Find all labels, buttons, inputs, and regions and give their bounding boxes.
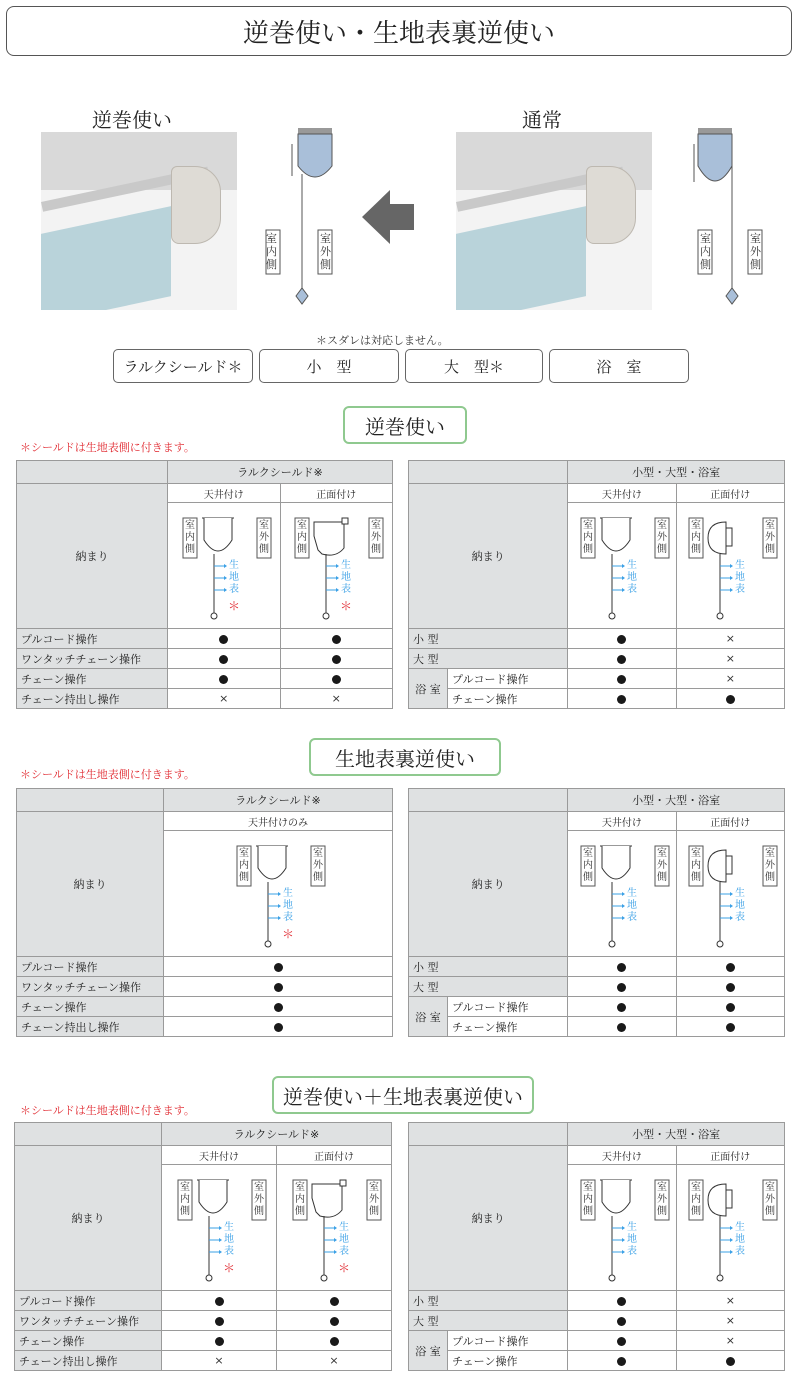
svg-text:外: 外 <box>254 1193 264 1205</box>
table-row: チェーン操作 <box>17 997 164 1017</box>
table-row: チェーン操作 <box>15 1331 162 1351</box>
svg-text:＊: ＊ <box>281 926 295 941</box>
svg-text:室: 室 <box>369 1181 379 1193</box>
indoor-label-right: 室内側 <box>700 232 711 271</box>
front-mount-diagram <box>676 1165 784 1291</box>
svg-text:表: 表 <box>735 1245 746 1257</box>
svg-text:側: 側 <box>656 543 667 555</box>
svg-text:室: 室 <box>184 519 195 531</box>
svg-text:側: 側 <box>582 871 593 883</box>
table-row: 大 型 <box>409 1311 568 1331</box>
table-header: ラルクシールド※ <box>168 461 393 484</box>
svg-text:内: 内 <box>691 531 702 543</box>
section2-right-table <box>408 788 785 1037</box>
sub-header: 正面付け <box>280 484 393 503</box>
normal-photo <box>456 132 652 310</box>
front-mount-diagram <box>277 1165 392 1291</box>
svg-text:＊: ＊ <box>222 1260 236 1275</box>
svg-text:地: 地 <box>626 899 637 911</box>
svg-text:生: 生 <box>228 559 239 571</box>
table-row: プルコード操作 <box>448 1331 568 1351</box>
svg-text:側: 側 <box>656 1205 667 1217</box>
svg-text:外: 外 <box>656 859 667 871</box>
outdoor-label-left: 室外側 <box>320 232 331 271</box>
svg-text:表: 表 <box>626 583 637 595</box>
svg-text:内: 内 <box>582 1193 593 1205</box>
bath-group-label: 浴 室 <box>409 669 448 709</box>
svg-text:室: 室 <box>295 1181 305 1193</box>
svg-text:室: 室 <box>313 847 323 859</box>
sub-header: 正面付け <box>676 812 784 831</box>
section3-right-table: 小型・大型・浴室 納まり 天井付け 正面付け 室 内 側 室 外 側 生 地 表 室 内 側 室 外 側 生 地 表 小 型 × 大 型 × 浴 室 プルコード操作 × チェーン操作 <box>408 1122 785 1371</box>
svg-text:側: 側 <box>371 543 382 555</box>
table-header: 小型・大型・浴室 <box>568 789 785 812</box>
shield-note: ＊シールドは生地表側に付きます。 <box>20 768 195 781</box>
svg-text:内: 内 <box>295 1193 305 1205</box>
sub-header: 天井付け <box>162 1146 277 1165</box>
svg-text:地: 地 <box>224 1233 234 1245</box>
section1-left-table: ラルクシールド※ 納まり 天井付け 正面付け 室 内 側 室 外 側 生 地 表 ＊ 室 内 側 室 外 側 生 地 表 ＊ プルコード操作 ワンタッチチェーン操作 チェーン操作 チェーン持出し操作 × × <box>16 460 393 709</box>
front-mount-diagram <box>676 503 784 629</box>
svg-text:外: 外 <box>313 859 323 871</box>
svg-text:室: 室 <box>765 1181 776 1193</box>
svg-text:側: 側 <box>239 871 249 883</box>
svg-text:室: 室 <box>254 1181 264 1193</box>
fit-label: 納まり <box>17 812 164 957</box>
svg-text:内: 内 <box>691 859 702 871</box>
svg-text:室: 室 <box>765 519 776 531</box>
chip-large: 大 型＊ <box>405 349 543 383</box>
fit-label: 納まり <box>409 812 568 957</box>
sub-header: 正面付け <box>676 484 784 503</box>
svg-text:内: 内 <box>691 1193 702 1205</box>
svg-text:生: 生 <box>224 1221 234 1233</box>
svg-text:室: 室 <box>691 847 702 859</box>
table-row: プルコード操作 <box>17 629 168 649</box>
table-row: 小 型 <box>409 629 568 649</box>
svg-text:生: 生 <box>735 559 746 571</box>
svg-text:外: 外 <box>656 1193 667 1205</box>
svg-text:生: 生 <box>735 1221 746 1233</box>
svg-text:地: 地 <box>626 1233 637 1245</box>
table-row: プルコード操作 <box>17 957 164 977</box>
svg-text:室: 室 <box>582 519 593 531</box>
fit-label: 納まり <box>409 484 568 629</box>
svg-text:室: 室 <box>258 519 269 531</box>
sub-header: 天井付け <box>568 812 676 831</box>
sudare-note: ＊スダレは対応しません。 <box>316 334 449 347</box>
svg-text:室: 室 <box>371 519 382 531</box>
ceiling-mount-diagram <box>568 831 676 957</box>
table-row: チェーン持出し操作 <box>17 689 168 709</box>
table-row: チェーン持出し操作 <box>15 1351 162 1371</box>
table-row: プルコード操作 <box>448 669 568 689</box>
svg-text:表: 表 <box>735 583 746 595</box>
svg-text:生: 生 <box>626 887 637 899</box>
svg-text:＊: ＊ <box>337 1260 351 1275</box>
svg-text:地: 地 <box>735 1233 746 1245</box>
svg-text:側: 側 <box>180 1205 190 1217</box>
bath-group-label: 浴 室 <box>409 997 448 1037</box>
table-row: チェーン操作 <box>17 669 168 689</box>
section-fabric-reverse-title: 生地表裏逆使い <box>309 738 501 776</box>
svg-text:室: 室 <box>691 1181 702 1193</box>
chip-bath: 浴 室 <box>549 349 689 383</box>
svg-text:側: 側 <box>691 1205 702 1217</box>
svg-text:生: 生 <box>626 1221 637 1233</box>
svg-text:表: 表 <box>224 1245 234 1257</box>
svg-text:室: 室 <box>656 847 667 859</box>
svg-text:内: 内 <box>297 531 308 543</box>
section2-left-table <box>16 788 393 1037</box>
sub-header: 正面付け <box>277 1146 392 1165</box>
sub-header: 天井付け <box>568 1146 676 1165</box>
shield-note: ＊シールドは生地表側に付きます。 <box>20 441 195 454</box>
svg-text:内: 内 <box>582 531 593 543</box>
svg-text:側: 側 <box>313 871 323 883</box>
svg-text:側: 側 <box>369 1205 379 1217</box>
svg-text:＊: ＊ <box>227 598 240 613</box>
svg-text:地: 地 <box>283 899 293 911</box>
svg-text:側: 側 <box>582 1205 593 1217</box>
svg-text:外: 外 <box>656 531 667 543</box>
svg-text:表: 表 <box>228 583 239 595</box>
sub-header: 天井付けのみ <box>164 812 393 831</box>
table-row: 小 型 <box>409 957 568 977</box>
svg-text:生: 生 <box>735 887 746 899</box>
svg-text:側: 側 <box>258 543 269 555</box>
bath-group-label: 浴 室 <box>409 1331 448 1371</box>
svg-text:生: 生 <box>339 1221 349 1233</box>
table-header: 小型・大型・浴室 <box>568 461 785 484</box>
svg-text:表: 表 <box>626 1245 637 1257</box>
table-row: 大 型 <box>409 977 568 997</box>
svg-text:側: 側 <box>765 543 776 555</box>
sub-header: 天井付け <box>568 484 676 503</box>
ceiling-mount-diagram <box>568 503 676 629</box>
section-reverse-roll-title: 逆巻使い <box>343 406 467 444</box>
svg-text:＊: ＊ <box>340 598 353 613</box>
indoor-label-left: 室内側 <box>266 232 277 271</box>
normal-side-diagram <box>686 126 766 316</box>
svg-text:室: 室 <box>297 519 308 531</box>
svg-text:地: 地 <box>735 571 746 583</box>
ceiling-mount-diagram <box>568 1165 676 1291</box>
table-row: プルコード操作 <box>448 997 568 1017</box>
svg-text:表: 表 <box>341 583 352 595</box>
svg-text:表: 表 <box>735 911 746 923</box>
svg-text:外: 外 <box>765 1193 776 1205</box>
table-row: ワンタッチチェーン操作 <box>17 977 164 997</box>
table-row: プルコード操作 <box>15 1291 162 1311</box>
svg-text:内: 内 <box>180 1193 190 1205</box>
svg-text:側: 側 <box>765 871 776 883</box>
table-row: 大 型 <box>409 649 568 669</box>
svg-text:生: 生 <box>283 887 293 899</box>
table-row: 小 型 <box>409 1291 568 1311</box>
svg-text:側: 側 <box>297 543 308 555</box>
ceiling-mount-diagram <box>162 1165 277 1291</box>
table-header: ラルクシールド※ <box>162 1123 392 1146</box>
svg-text:内: 内 <box>582 859 593 871</box>
svg-text:側: 側 <box>582 543 593 555</box>
svg-text:外: 外 <box>369 1193 379 1205</box>
svg-text:生: 生 <box>626 559 637 571</box>
chip-shield: ラルクシールド＊ <box>113 349 253 383</box>
svg-text:側: 側 <box>295 1205 305 1217</box>
svg-text:室: 室 <box>765 847 776 859</box>
svg-text:外: 外 <box>765 531 776 543</box>
svg-text:内: 内 <box>239 859 249 871</box>
section3-left-table: ラルクシールド※ 納まり 天井付け 正面付け 室 内 側 室 外 側 生 地 表 ＊ 室 内 側 室 外 側 生 地 表 ＊ プルコード操作 ワンタッチチェーン操作 チェーン操作 チェーン持出し操作 × × <box>14 1122 392 1371</box>
svg-text:内: 内 <box>184 531 195 543</box>
fit-label: 納まり <box>15 1146 162 1291</box>
svg-text:生: 生 <box>341 559 352 571</box>
ceiling-only-diagram <box>164 831 393 957</box>
svg-text:側: 側 <box>765 1205 776 1217</box>
section-combined-title: 逆巻使い＋生地表裏逆使い <box>272 1076 534 1114</box>
table-row: ワンタッチチェーン操作 <box>15 1311 162 1331</box>
ceiling-mount-diagram <box>168 503 281 629</box>
reverse-roll-photo <box>41 132 237 310</box>
svg-text:室: 室 <box>582 1181 593 1193</box>
svg-text:側: 側 <box>691 871 702 883</box>
svg-text:側: 側 <box>656 871 667 883</box>
svg-text:外: 外 <box>765 859 776 871</box>
normal-label: 通常 <box>522 108 562 132</box>
svg-text:表: 表 <box>626 911 637 923</box>
arrow-left-icon <box>360 188 416 246</box>
svg-text:地: 地 <box>341 571 352 583</box>
table-row: チェーン操作 <box>448 1351 568 1371</box>
front-mount-diagram <box>676 831 784 957</box>
svg-text:表: 表 <box>339 1245 349 1257</box>
svg-text:表: 表 <box>283 911 293 923</box>
front-mount-diagram <box>280 503 393 629</box>
svg-text:室: 室 <box>180 1181 190 1193</box>
section1-right-table: 小型・大型・浴室 納まり 天井付け 正面付け 室 内 側 室 外 側 生 地 表 室 内 側 室 外 側 生 地 表 小 型 × 大 型 × 浴 室 プルコード操作 × チェーン操作 <box>408 460 785 709</box>
table-row: チェーン操作 <box>448 689 568 709</box>
outdoor-label-right: 室外側 <box>750 232 761 271</box>
svg-text:地: 地 <box>228 571 239 583</box>
table-header: 小型・大型・浴室 <box>568 1123 785 1146</box>
svg-text:側: 側 <box>691 543 702 555</box>
chip-small: 小 型 <box>259 349 399 383</box>
svg-text:室: 室 <box>656 519 667 531</box>
svg-text:側: 側 <box>254 1205 264 1217</box>
table-row: チェーン持出し操作 <box>17 1017 164 1037</box>
svg-text:室: 室 <box>582 847 593 859</box>
svg-text:室: 室 <box>691 519 702 531</box>
shield-note: ＊シールドは生地表側に付きます。 <box>20 1104 195 1117</box>
reverse-roll-side-diagram <box>262 126 342 316</box>
svg-text:地: 地 <box>339 1233 349 1245</box>
svg-text:地: 地 <box>626 571 637 583</box>
sub-header: 天井付け <box>168 484 281 503</box>
svg-text:地: 地 <box>735 899 746 911</box>
table-header: ラルクシールド※ <box>164 789 393 812</box>
table-row: チェーン操作 <box>448 1017 568 1037</box>
page-title: 逆巻使い・生地表裏逆使い <box>6 6 792 56</box>
svg-text:室: 室 <box>656 1181 667 1193</box>
table-row: ワンタッチチェーン操作 <box>17 649 168 669</box>
svg-text:外: 外 <box>371 531 382 543</box>
fit-label: 納まり <box>17 484 168 629</box>
sub-header: 正面付け <box>676 1146 784 1165</box>
svg-text:外: 外 <box>258 531 269 543</box>
fit-label: 納まり <box>409 1146 568 1291</box>
reverse-roll-label: 逆巻使い <box>92 108 172 132</box>
svg-text:室: 室 <box>239 847 249 859</box>
svg-text:側: 側 <box>184 543 195 555</box>
